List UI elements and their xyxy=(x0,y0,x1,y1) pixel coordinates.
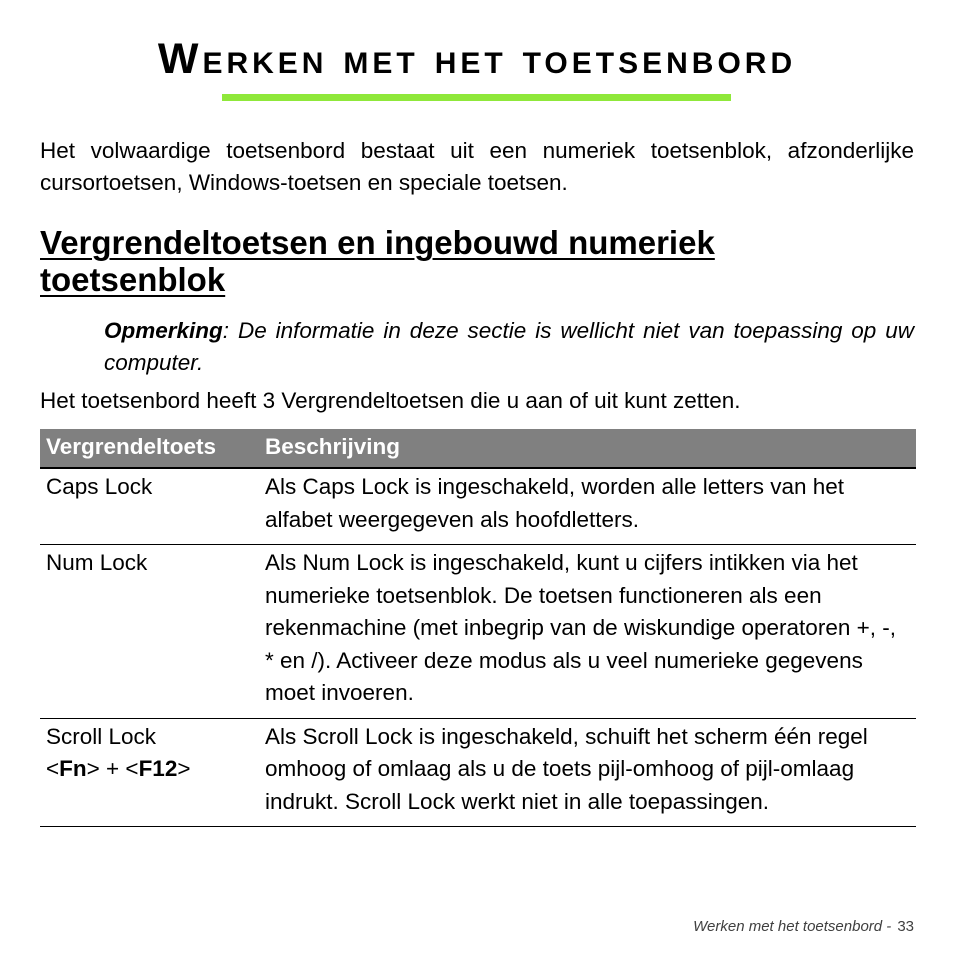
table-row xyxy=(40,545,916,719)
row-description-num-lock: Als Num Lock is ingeschakeld, kunt u cijfers intikken via het numerieke toetsenblok. De toetsen functioneren als een rekenmachine (met inbegrip van de wiskundige operatoren +, -, * en /). Activeer deze modus als u veel numerieke gegevens moet invoeren. xyxy=(259,545,916,719)
title-underline-rule xyxy=(222,94,731,101)
header-description: Beschrijving xyxy=(259,429,916,468)
scroll-lock-label: Scroll Lock xyxy=(46,723,157,749)
page-title: Werken met het toetsenbord xyxy=(157,35,797,83)
lock-keys-table xyxy=(40,429,916,827)
section-heading xyxy=(40,224,800,298)
table-header-row xyxy=(40,429,916,468)
lead-paragraph: Het toetsenbord heeft 3 Vergrendeltoetsen die u aan of uit kunt zetten. xyxy=(40,388,741,413)
shortcut-key-f12: F12 xyxy=(138,756,178,781)
footer-text: Werken met het toetsenbord - xyxy=(693,918,892,935)
row-key-scroll-lock xyxy=(40,718,259,827)
row-key-caps-lock: Caps Lock xyxy=(40,468,259,545)
table-row xyxy=(40,468,916,545)
note-paragraph xyxy=(104,315,914,379)
section-heading-text: Vergrendeltoetsen en ingebouwd numeriek toetsenblok xyxy=(40,224,715,298)
row-description-scroll-lock: Als Scroll Lock is ingeschakeld, schuift het scherm één regel omhoog of omlaag als u de toets pijl-omhoog of pijl-omlaag indrukt. Scroll Lock werkt niet in alle toepassingen. xyxy=(259,718,916,827)
scroll-lock-shortcut: <Fn> + <F12> xyxy=(46,756,191,781)
row-description-caps-lock: Als Caps Lock is ingeschakeld, worden alle letters van het alfabet weergegeven als hoofdletters. xyxy=(259,468,916,545)
table-row xyxy=(40,718,916,827)
note-label: Opmerking xyxy=(104,318,223,343)
row-key-num-lock: Num Lock xyxy=(40,545,259,719)
note-text: : De informatie in deze sectie is wellicht niet van toepassing op uw computer. xyxy=(104,318,914,375)
intro-paragraph: Het volwaardige toetsenbord bestaat uit een numeriek toetsenblok, afzonderlijke cursortoetsen, Windows-toetsen en speciale toetsen. xyxy=(40,138,914,195)
shortcut-key-fn: Fn xyxy=(59,756,87,781)
page-footer xyxy=(693,918,914,935)
page-number: 33 xyxy=(897,918,914,935)
header-lock-key: Vergrendeltoets xyxy=(40,429,259,468)
